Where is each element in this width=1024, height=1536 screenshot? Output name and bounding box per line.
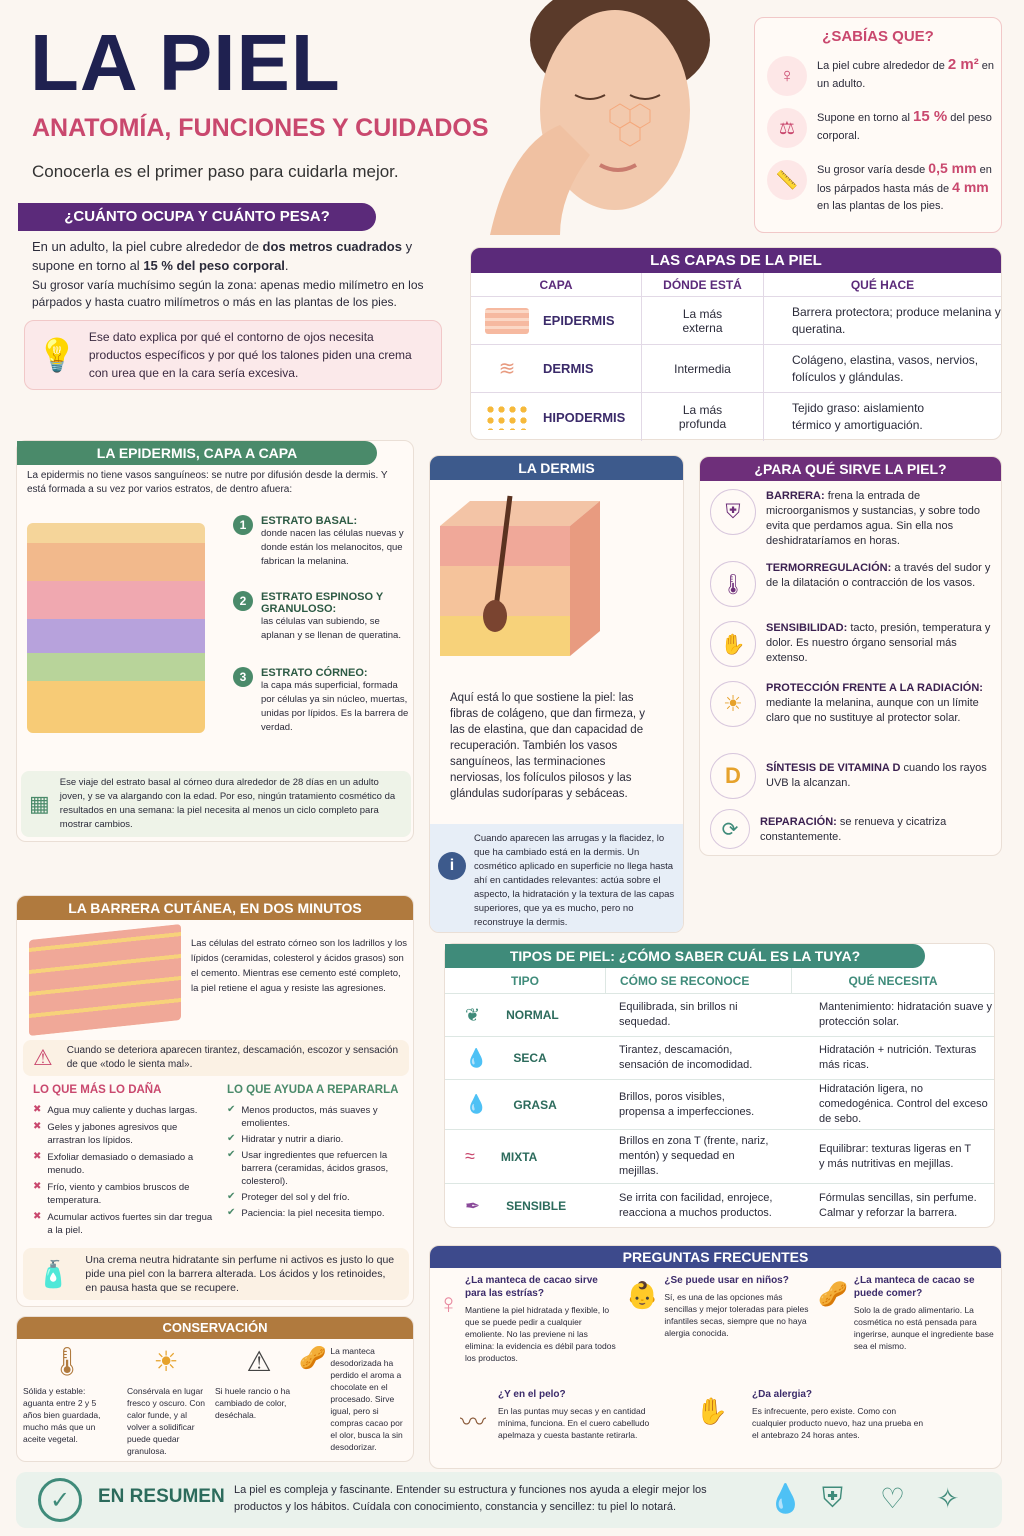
sirve-item-desc: mediante la melanina, aunque con un límite claro que no sustituye al protector solar. <box>766 697 979 724</box>
cuanto-note <box>24 320 442 390</box>
hand-rash-icon: ✋ <box>695 1396 729 1426</box>
sirve-item-desc: se renueva y cicatriza constantemente. <box>760 816 947 843</box>
x-icon: ✖ <box>33 1104 42 1115</box>
faq-item <box>460 1388 656 1441</box>
faq-answer: Sí, es una de las opciones más sencillas y mejor toleradas para pieles infantiles secas, siempre que no haya alergia conocida. <box>664 1292 809 1338</box>
check-icon: ✔ <box>227 1104 236 1115</box>
step-number: 2 <box>233 591 253 611</box>
capas-name: EPIDERMIS <box>543 313 615 328</box>
sabias-card <box>754 17 1002 233</box>
calendar-icon: ▦ <box>29 791 50 816</box>
shield-icon: ⛨ <box>822 1482 844 1513</box>
sirve-item-title: TERMORREGULACIÓN: <box>766 562 892 574</box>
sirve-item-title: BARRERA: <box>766 490 825 502</box>
capas-where: Intermedia <box>641 345 763 392</box>
capas-what: Barrera protectora; produce melanina y queratina. <box>763 297 1001 344</box>
epidermis-step <box>233 591 409 643</box>
cuanto-paragraph-2: Su grosor varía muchísimo según la zona: apenas medio milímetro en los párpados y hasta cuatro milímetros o más en las plantas de los pies. <box>32 278 424 309</box>
sabias-text-1a: La piel cubre alrededor de <box>817 60 945 72</box>
tipos-row <box>445 994 994 1037</box>
dermis-title: LA DERMIS <box>430 456 683 480</box>
cuanto-header: ¿CUÁNTO OCUPA Y CUÁNTO PESA? <box>18 203 376 231</box>
sirve-item <box>710 621 998 667</box>
tipos-col-como: CÓMO SE RECONOCE <box>605 968 791 993</box>
dermis-note <box>430 824 683 932</box>
thermometer-icon: 🌡 <box>710 561 756 607</box>
faq-item <box>818 1274 998 1352</box>
ayuda-item <box>227 1104 411 1130</box>
step-title: ESTRATO ESPINOSO Y GRANULOSO: <box>261 591 384 615</box>
tipos-row <box>445 1080 994 1130</box>
sun-icon: ☀ <box>153 1346 179 1377</box>
sirve-item-title: PROTECCIÓN FRENTE A LA RADIACIÓN: <box>766 682 983 694</box>
check-icon: ✔ <box>227 1207 236 1218</box>
lightbulb-icon: 💡 <box>37 337 77 373</box>
tipos-how: Brillos en zona T (frente, nariz, mentón) y sequedad en mejillas. <box>619 1135 769 1177</box>
cuanto-p1e: . <box>284 258 289 273</box>
drop-icon: 💧 <box>768 1483 803 1514</box>
dermis-icon: ≋ <box>498 357 516 380</box>
tipos-row <box>445 1184 994 1228</box>
bottle-icon: 🧴 <box>37 1258 70 1289</box>
sabias-item <box>767 108 997 148</box>
tipos-title: TIPOS DE PIEL: ¿CÓMO SABER CUÁL ES LA TUYA? <box>445 944 925 968</box>
step-title: ESTRATO BASAL: <box>261 515 358 527</box>
tipos-need: Hidratación + nutrición. Texturas más ricas. <box>819 1044 977 1071</box>
sirve-item <box>710 809 998 849</box>
brick-wall-illustration <box>29 924 181 1036</box>
hair-icon: 〰 <box>460 1407 487 1437</box>
step-desc: la capa más superficial, formada por células ya sin núcleo, muertas, unidas por lípidos. Es la barrera de verdad. <box>261 680 409 733</box>
conserv-text: Si huele rancio o ha cambiado de color, deséchala. <box>215 1386 291 1420</box>
barrera-tip <box>23 1248 409 1300</box>
sirve-item-desc: a través del sudor y de la dilatación o contracción de los vasos. <box>766 562 991 589</box>
sirve-card <box>699 456 1002 856</box>
faq-title: PREGUNTAS FRECUENTES <box>430 1246 1001 1268</box>
faq-item <box>682 1388 982 1441</box>
sirve-item-title: SENSIBILIDAD: <box>766 622 848 634</box>
faq-question: ¿Y en el pelo? <box>498 1389 566 1400</box>
thermometer-icon: 🌡 <box>49 1346 85 1377</box>
sirve-item-desc: cuando los rayos UVB la alcanzan. <box>766 762 987 789</box>
ayuda-item <box>227 1133 411 1146</box>
tipos-need: Hidratación ligera, no comedogénica. Control del exceso de sebo. <box>819 1083 988 1125</box>
sirve-item <box>710 681 998 727</box>
x-icon: ✖ <box>33 1151 42 1162</box>
conserv-item <box>127 1345 205 1457</box>
ayuda-title: LO QUE AYUDA A REPARARLA <box>227 1084 399 1096</box>
cocoa-pod-icon: 🥜 <box>818 1281 848 1308</box>
dana-title: LO QUE MÁS LO DAÑA <box>33 1084 162 1096</box>
tipos-name: GRASA <box>513 1097 557 1112</box>
ayuda-item <box>227 1149 411 1188</box>
conserv-text: La manteca desodorizada ha perdido el aroma a chocolate en el procesado. Sirve igual, pero si compras cacao por el olor, busca la sin desodorizar. <box>330 1346 403 1452</box>
wave-icon: ≈ <box>465 1146 475 1166</box>
sabias-text-3a: Su grosor varía desde <box>817 164 926 176</box>
faq-question: ¿La manteca de cacao sirve para las estrías? <box>465 1275 598 1299</box>
capas-card <box>470 247 1002 440</box>
info-icon: i <box>438 852 466 880</box>
faq-question: ¿La manteca de cacao se puede comer? <box>853 1275 975 1299</box>
warning-icon: ⚠ <box>246 1346 272 1377</box>
epidermis-icon <box>485 308 529 334</box>
capas-where: La más externa <box>641 297 763 344</box>
feather-icon: ✒ <box>465 1195 481 1216</box>
ruler-icon: 📏 <box>767 160 807 200</box>
sabias-highlight-3: 0,5 mm <box>928 160 977 176</box>
face-illustration <box>470 0 750 235</box>
barrera-text: Las células del estrato córneo son los ladrillos y los lípidos (ceramidas, colesterol y ácidos grasos) son el cemento. Mientras ese cemento esté completo, la piel retiene el agua y resiste las agresiones. <box>191 938 407 994</box>
capas-col-donde: DÓNDE ESTÁ <box>641 273 763 296</box>
baby-icon: 👶 <box>626 1280 659 1310</box>
check-circle-icon: ✓ <box>38 1478 82 1522</box>
dana-text: Exfoliar demasiado o demasiado a menudo. <box>47 1152 194 1176</box>
step-title: ESTRATO CÓRNEO: <box>261 667 368 679</box>
sirve-item-title: SÍNTESIS DE VITAMINA D <box>766 762 901 774</box>
sparkle-icon: ✧ <box>936 1483 960 1514</box>
dermis-illustration <box>430 486 606 671</box>
ayuda-text: Hidratar y nutrir a diario. <box>241 1134 344 1145</box>
faq-answer: Solo la de grado alimentario. La cosmética no está pensada para ingerirse, aunque el ingrediente base sea el mismo. <box>853 1305 994 1351</box>
ayuda-item <box>227 1191 411 1204</box>
epidermis-title: LA EPIDERMIS, CAPA A CAPA <box>17 441 377 465</box>
tipos-need: Mantenimiento: hidratación suave y protección solar. <box>819 1001 993 1028</box>
check-icon: ✔ <box>227 1191 236 1202</box>
ayuda-list <box>227 1104 411 1223</box>
sabias-text-1b: en un adulto. <box>817 60 995 90</box>
sirve-item-desc: tacto, presión, temperatura y dolor. Es nuestro órgano sensorial más extenso. <box>766 622 991 664</box>
ayuda-text: Usar ingredientes que refuercen la barrera (ceramidas, ácidos grasos, colesterol). <box>241 1150 389 1187</box>
conserv-card <box>16 1316 414 1462</box>
cocoa-pod-icon: 🥜 <box>299 1345 327 1370</box>
dermis-note-text: Cuando aparecen las arrugas y la flacidez, lo que ha cambiado está en la dermis. Un cosmético aplicado en superficie no llega hasta ahí en cantidades relevantes: actúa sobre el aspecto, la hidratación y la textura de las capas superiores, que ya es mucho, pero no reconstruye la dermis. <box>474 833 675 928</box>
sirve-item <box>710 561 998 607</box>
capas-name: DERMIS <box>543 361 594 376</box>
check-icon: ✔ <box>227 1133 236 1144</box>
sirve-item <box>710 753 998 799</box>
capas-name: HIPODERMIS <box>543 409 626 425</box>
ayuda-text: Paciencia: la piel necesita tiempo. <box>241 1208 385 1219</box>
x-icon: ✖ <box>33 1181 42 1192</box>
faq-answer: En las puntas muy secas y en cantidad mínima, funciona. En el cuero cabelludo apelmaza y cuesta bastante retirarla. <box>498 1406 650 1440</box>
dana-item <box>33 1181 213 1207</box>
dana-list <box>33 1104 213 1241</box>
epidermis-intro: La epidermis no tiene vasos sanguíneos: se nutre por difusión desde la dermis. Y está formada a su vez por varios estratos, de dentro afuera: <box>27 470 388 495</box>
tipos-name: MIXTA <box>500 1149 538 1164</box>
step-number: 3 <box>233 667 253 687</box>
faq-question: ¿Se puede usar en niños? <box>664 1275 789 1286</box>
ayuda-item <box>227 1207 411 1220</box>
tipos-need: Equilibrar: texturas ligeras en T y más nutritivas en mejillas. <box>819 1142 971 1170</box>
tipos-name: NORMAL <box>506 1008 559 1022</box>
cuanto-p1d: 15 % del peso corporal <box>143 258 285 273</box>
sirve-item <box>710 489 998 549</box>
cuanto-paragraph-1 <box>32 237 440 275</box>
sabias-title: ¿SABÍAS QUE? <box>822 28 934 45</box>
dana-text: Geles y jabones agresivos que arrastran los lípidos. <box>47 1122 178 1146</box>
sun-icon: ☀ <box>710 681 756 727</box>
conserv-text: Consérvala en lugar fresco y oscuro. Con calor funde, y al volver a solidificar puede quedar granulosa. <box>127 1386 205 1456</box>
shield-icon: ⛨ <box>710 489 756 535</box>
barrera-warning-text: Cuando se deteriora aparecen tirantez, descamación, escozor y sensación de que «todo le sienta mal». <box>66 1045 399 1070</box>
sabias-item <box>767 160 997 215</box>
step-desc: las células van subiendo, se aplanan y se llenan de queratina. <box>261 616 401 641</box>
sirve-item-desc: frena la entrada de microorganismos y sustancias, y sobre todo evita que perdamos agua. Sin ella nos deshidrataríamos en horas. <box>766 490 980 547</box>
check-icon: ✔ <box>227 1149 236 1160</box>
cuanto-p1a: En un adulto, la piel cubre alrededor de <box>32 239 263 254</box>
epidermis-card <box>16 440 414 842</box>
tipos-name: SENSIBLE <box>506 1199 567 1213</box>
body-icon: ♀ <box>767 56 807 96</box>
sabias-item <box>767 56 997 96</box>
warning-icon: ⚠ <box>33 1045 53 1070</box>
conserv-item <box>299 1345 411 1453</box>
capas-col-que: QUÉ HACE <box>763 273 1001 296</box>
capas-title: LAS CAPAS DE LA PIEL <box>471 248 1001 273</box>
hand-icon: ✋ <box>710 621 756 667</box>
page-title: LA PIEL <box>30 18 341 107</box>
barrera-tip-text: Una crema neutra hidratante sin perfume ni activos es justo lo que pide una piel con la barrera alterada. Los ácidos y los retinoides, en pausa hasta que se recupere. <box>85 1254 395 1294</box>
vitamin-d-icon: D <box>710 753 756 799</box>
x-icon: ✖ <box>33 1121 42 1132</box>
barrera-warning <box>23 1040 409 1076</box>
capas-row <box>471 393 1001 441</box>
tipos-row <box>445 1130 994 1184</box>
conserv-item <box>215 1345 303 1421</box>
barrera-card <box>16 895 414 1307</box>
sirve-item-title: REPARACIÓN: <box>760 816 837 828</box>
refresh-icon: ⟳ <box>710 809 750 849</box>
body-silhouette-icon: ♀ <box>438 1288 459 1319</box>
ayuda-text: Menos productos, más suaves y emolientes. <box>241 1105 378 1129</box>
faq-card <box>429 1245 1002 1469</box>
sabias-highlight-2: 15 % <box>913 108 948 125</box>
tipos-how: Equilibrada, sin brillos ni sequedad. <box>619 1001 738 1028</box>
epidermis-note <box>21 771 411 837</box>
sabias-text-2b: del peso corporal. <box>817 112 992 142</box>
tipos-col-tipo: TIPO <box>510 974 539 988</box>
dermis-text: Aquí está lo que sostiene la piel: las fibras de colágeno, que dan firmeza, y las de elastina, que dan capacidad de recuperación. También los vasos sanguíneos, las terminaciones nerviosas, los folículos pilosos y las glándulas sudoríparas y sebáceas. <box>450 692 645 800</box>
resumen-text: La piel es compleja y fascinante. Entender su estructura y funciones nos ayuda a elegir mejor los productos y los hábitos. Cuídala con conocimiento, constancia y sencillez: tu piel lo notará. <box>234 1484 707 1513</box>
step-desc: donde nacen las células nuevas y donde están los melanocitos, que fabrican la melanina. <box>261 528 404 567</box>
sabias-highlight-3b: 4 mm <box>952 179 989 195</box>
ayuda-text: Proteger del sol y del frío. <box>241 1192 350 1203</box>
resumen-title: EN RESUMEN <box>98 1486 225 1507</box>
dana-text: Agua muy caliente y duchas largas. <box>47 1105 198 1116</box>
resumen-bar <box>16 1472 1002 1528</box>
dana-item <box>33 1151 213 1177</box>
dana-text: Frío, viento y cambios bruscos de temperatura. <box>47 1182 190 1206</box>
capas-what: Tejido graso: aislamiento térmico y amortiguación. <box>763 393 1001 441</box>
page-subtitle: ANATOMÍA, FUNCIONES Y CUIDADOS <box>32 114 489 142</box>
sabias-highlight-1: 2 m² <box>947 56 979 73</box>
tipos-how: Se irrita con facilidad, enrojece, reacciona a muchos productos. <box>619 1192 773 1219</box>
barrera-title: LA BARRERA CUTÁNEA, EN DOS MINUTOS <box>17 896 413 920</box>
tagline: Conocerla es el primer paso para cuidarla mejor. <box>32 162 399 181</box>
tipos-col-que: QUÉ NECESITA <box>791 968 994 993</box>
epidermis-strata-illustration <box>27 523 205 733</box>
sabias-text-2a: Supone en torno al <box>817 112 910 124</box>
tipos-card <box>444 943 995 1228</box>
tipos-name: SECA <box>513 1051 547 1065</box>
epidermis-step <box>233 667 409 735</box>
conserv-text: Sólida y estable: aguanta entre 2 y 5 años bien guardada, mucho más que un aceite vegetal. <box>23 1386 101 1444</box>
capas-row <box>471 297 1001 345</box>
conserv-item <box>23 1345 111 1445</box>
faq-question: ¿Da alergia? <box>752 1389 813 1400</box>
dana-item <box>33 1121 213 1147</box>
faq-answer: Es infrecuente, pero existe. Como con cualquier producto nuevo, haz una prueba en el antebrazo 24 horas antes. <box>752 1406 924 1440</box>
capas-where: La más profunda <box>641 393 763 441</box>
faq-item <box>626 1274 812 1339</box>
faq-item <box>438 1274 618 1364</box>
oil-drop-icon: 💧 <box>465 1094 488 1114</box>
dermis-card <box>429 455 684 933</box>
heart-hands-icon: ♡ <box>880 1483 906 1514</box>
x-icon: ✖ <box>33 1211 42 1222</box>
cuanto-note-text: Ese dato explica por qué el contorno de ojos necesita productos específicos y por qué los talones piden una crema con urea que en la cara sería excesiva. <box>88 330 412 380</box>
capas-what: Colágeno, elastina, vasos, nervios, folículos y glándulas. <box>763 345 1001 392</box>
step-number: 1 <box>233 515 253 535</box>
scale-icon: ⚖ <box>767 108 807 148</box>
faq-answer: Mantiene la piel hidratada y flexible, lo que se puede pedir a cualquier emoliente. No las previene ni las elimina: la evidencia es débil para todos los productos. <box>465 1305 616 1363</box>
sabias-text-3c: en las plantas de los pies. <box>817 200 944 212</box>
dana-item <box>33 1104 213 1117</box>
tipos-how: Brillos, poros visibles, propensa a imperfecciones. <box>619 1090 755 1118</box>
sirve-title: ¿PARA QUÉ SIRVE LA PIEL? <box>700 457 1001 481</box>
hipodermis-icon <box>485 404 529 430</box>
leaf-icon: ❦ <box>465 1004 481 1025</box>
dana-text: Acumular activos fuertes sin dar tregua a la piel. <box>47 1212 213 1236</box>
capas-col-capa: CAPA <box>539 278 573 292</box>
cuanto-p1c: y supone en torno al <box>32 239 413 273</box>
tipos-need: Fórmulas sencillas, sin perfume. Calmar y reforzar la barrera. <box>819 1192 977 1219</box>
conserv-title: CONSERVACIÓN <box>17 1317 413 1339</box>
sabias-text-3b: en los párpados hasta más de <box>817 164 992 195</box>
epidermis-step <box>233 515 409 569</box>
tipos-how: Tirantez, descamación, sensación de incomodidad. <box>619 1044 753 1071</box>
capas-row <box>471 345 1001 393</box>
drop-icon: 💧 <box>465 1047 488 1068</box>
epidermis-note-text: Ese viaje del estrato basal al córneo dura alrededor de 28 días en un adulto joven, y se va alargando con la edad. Por eso, ningún tratamiento cosmético da resultados en una semana: la piel necesita al menos un ciclo completo para mostrar cambios. <box>59 777 396 830</box>
cuanto-p1b: dos metros cuadrados <box>262 239 402 254</box>
tipos-row <box>445 1037 994 1080</box>
dana-item <box>33 1211 213 1237</box>
